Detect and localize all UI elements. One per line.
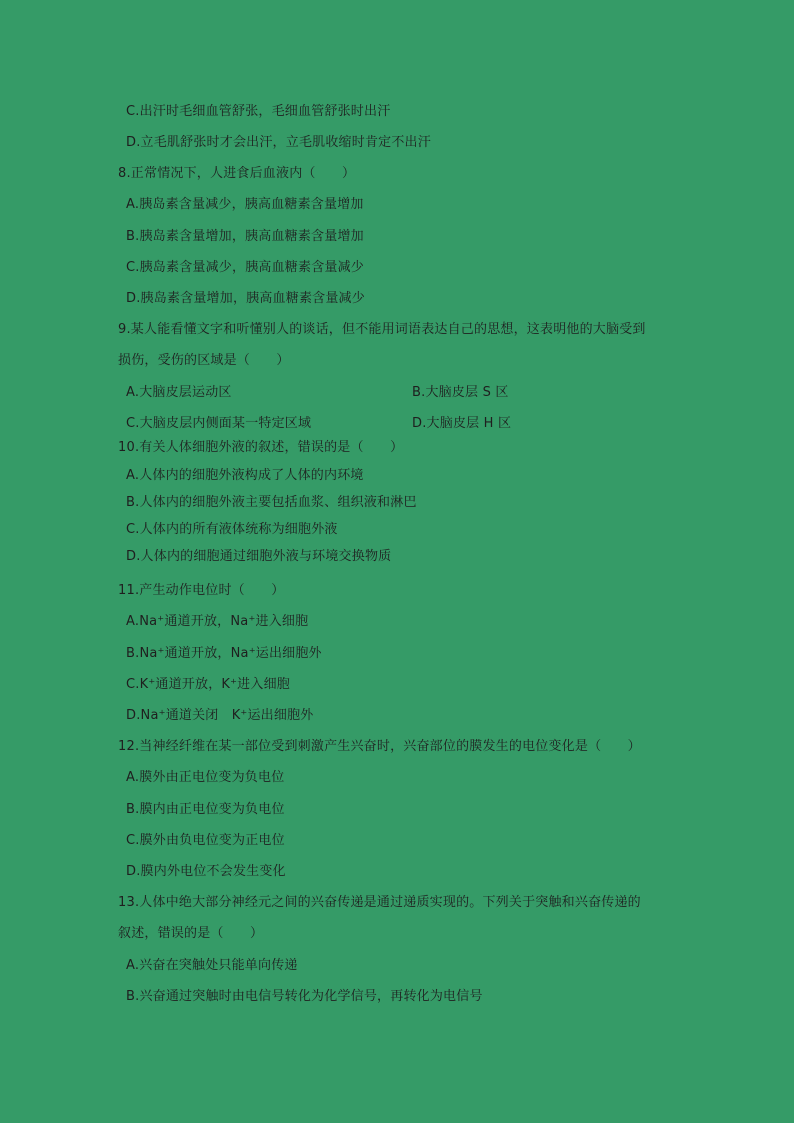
option-12d: D.膜内外电位不会发生变化	[126, 864, 286, 879]
question-9-line-2: 损伤，受伤的区域是（ ）	[118, 353, 290, 368]
option-12a: A.膜外由正电位变为负电位	[126, 770, 285, 785]
option-12b: B.膜内由正电位变为负电位	[126, 802, 285, 817]
option-8d: D.胰岛素含量增加，胰高血糖素含量减少	[126, 291, 365, 306]
option-9a: A.大脑皮层运动区	[126, 385, 232, 400]
option-10d: D.人体内的细胞通过细胞外液与环境交换物质	[126, 549, 392, 564]
option-11c: C.K⁺通道开放，K⁺进入细胞	[126, 677, 290, 692]
option-10b: B.人体内的细胞外液主要包括血浆、组织液和淋巴	[126, 495, 417, 510]
option-9c: C.大脑皮层内侧面某一特定区域	[126, 416, 312, 431]
question-13-line-2: 叙述，错误的是（ ）	[118, 926, 264, 941]
option-7d: D.立毛肌舒张时才会出汗，立毛肌收缩时肯定不出汗	[126, 135, 431, 150]
option-12c: C.膜外由负电位变为正电位	[126, 833, 285, 848]
option-7c: C.出汗时毛细血管舒张，毛细血管舒张时出汗	[126, 104, 391, 119]
option-13a: A.兴奋在突触处只能单向传递	[126, 958, 298, 973]
option-8c: C.胰岛素含量减少，胰高血糖素含量减少	[126, 260, 365, 275]
question-12: 12.当神经纤维在某一部位受到刺激产生兴奋时，兴奋部位的膜发生的电位变化是（ ）	[118, 739, 641, 754]
option-9b: B.大脑皮层 S 区	[412, 385, 509, 400]
question-13-line-1: 13.人体中绝大部分神经元之间的兴奋传递是通过递质实现的。下列关于突触和兴奋传递的	[118, 895, 641, 910]
option-13b: B.兴奋通过突触时由电信号转化为化学信号，再转化为电信号	[126, 989, 483, 1004]
option-8a: A.胰岛素含量减少，胰高血糖素含量增加	[126, 197, 364, 212]
option-11a: A.Na⁺通道开放，Na⁺进入细胞	[126, 614, 309, 629]
option-9d: D.大脑皮层 H 区	[412, 416, 512, 431]
question-11: 11.产生动作电位时（ ）	[118, 583, 285, 598]
option-10a: A.人体内的细胞外液构成了人体的内环境	[126, 468, 364, 483]
question-9-line-1: 9.某人能看懂文字和听懂别人的谈话，但不能用词语表达自己的思想，这表明他的大脑受到	[118, 322, 646, 337]
question-10: 10.有关人体细胞外液的叙述，错误的是（ ）	[118, 440, 404, 455]
question-8: 8.正常情况下，人进食后血液内（ ）	[118, 166, 356, 181]
option-8b: B.胰岛素含量增加，胰高血糖素含量增加	[126, 229, 364, 244]
option-10c: C.人体内的所有液体统称为细胞外液	[126, 522, 338, 537]
option-11d: D.Na⁺通道关闭 K⁺运出细胞外	[126, 708, 314, 723]
option-11b: B.Na⁺通道开放，Na⁺运出细胞外	[126, 646, 322, 661]
